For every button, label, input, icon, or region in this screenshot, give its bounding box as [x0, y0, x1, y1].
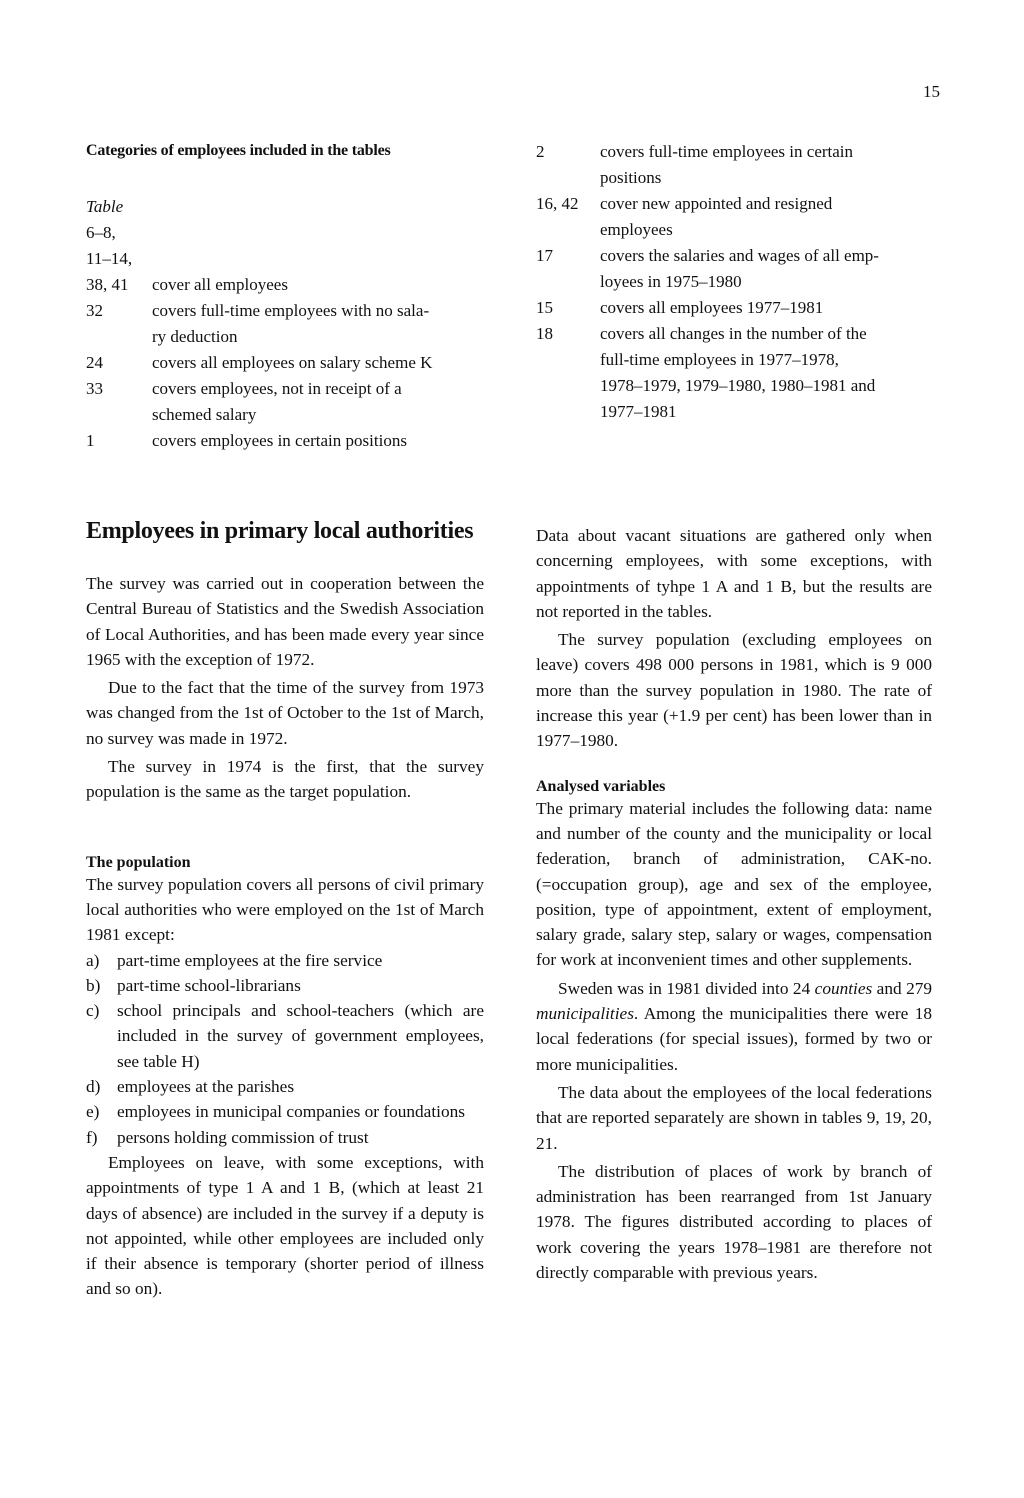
- row-key: Table: [86, 197, 124, 216]
- right-column-text: [536, 523, 932, 1285]
- employees-section: [86, 518, 484, 1302]
- row-text: employees: [600, 220, 673, 239]
- list-marker: f): [86, 1127, 98, 1147]
- row-text: covers all employees on salary scheme K: [152, 353, 433, 372]
- paragraph: The distribution of places of work by branch of administration has been rearranged from 1st January 1978. The figures distributed according to places of work covering the years 1978–1981 are therefore not directly comparable with previous years.: [536, 1161, 932, 1283]
- row-key: [536, 217, 600, 243]
- row-text: [152, 246, 484, 272]
- paragraph: Due to the fact that the time of the survey from 1973 was changed from the 1st of October to the 1st of March, no survey was made in 1972.: [86, 678, 484, 748]
- list-item: [86, 998, 484, 1074]
- table-row: [536, 269, 932, 295]
- paragraph: Data about vacant situations are gathered only when concerning employees, with some exceptions, with appointments of tyhpe 1 A and 1 B, but the results are not reported in the tables.: [536, 526, 932, 621]
- list-text: school principals and school-teachers (which are included in the survey of government employees, see table H): [117, 1001, 484, 1071]
- row-text: 1978–1979, 1979–1980, 1980–1981 and: [600, 376, 876, 395]
- table-row: [86, 194, 484, 220]
- categories-right-table: [536, 139, 932, 425]
- list-marker: a): [86, 950, 100, 970]
- section-heading: Employees in primary local authorities: [86, 518, 474, 544]
- paragraph: The survey was carried out in cooperation between the Central Bureau of Statistics and the Swedish Association of Local Authorities, and has been made every year since 1965 with the exception of 1972.: [86, 574, 484, 669]
- table-row: [536, 139, 932, 165]
- text-run: Sweden was in 1981 divided into 24: [558, 978, 815, 998]
- row-text: covers all changes in the number of the: [600, 324, 867, 343]
- row-text: cover new appointed and resigned: [600, 194, 833, 213]
- exception-list: [86, 948, 484, 1150]
- row-text: positions: [600, 168, 662, 187]
- row-key: 24: [86, 353, 103, 372]
- row-text: full-time employees in 1977–1978,: [600, 350, 839, 369]
- text-run: . Among the municipalities there were 18 local federations (for special issues), formed by two or more municipalities.: [536, 1004, 932, 1074]
- list-item: [86, 1125, 484, 1150]
- row-key: 6–8,: [86, 223, 116, 242]
- row-text: covers full-time employees in certain: [600, 142, 854, 161]
- row-key: [536, 399, 600, 425]
- table-row: [536, 321, 932, 347]
- list-marker: e): [86, 1102, 100, 1122]
- table-row: [86, 324, 484, 350]
- paragraph: The data about the employees of the local federations that are reported separately are shown in tables 9, 19, 20, 21.: [536, 1082, 932, 1153]
- row-key: 2: [536, 142, 545, 161]
- row-key: [536, 347, 600, 373]
- row-key: [86, 324, 152, 350]
- paragraph: The survey population (excluding employees on leave) covers 498 000 persons in 1981, which is 9 000 more than the survey population in 1980. The rate of increase this year (+1.9 per cent) has been lower than in 1977–1980.: [536, 630, 932, 751]
- population-heading: The population: [86, 853, 191, 871]
- row-key: 33: [86, 379, 103, 398]
- row-text: covers employees in certain positions: [152, 431, 407, 450]
- list-item: [86, 973, 484, 998]
- table-row: [536, 347, 932, 373]
- row-key: 1: [86, 431, 95, 450]
- table-row: [86, 298, 484, 324]
- row-text: [152, 220, 484, 246]
- table-row: [86, 246, 484, 272]
- row-text: loyees in 1975–1980: [600, 272, 742, 291]
- list-item: [86, 1099, 484, 1124]
- row-text: covers full-time employees with no sala-: [152, 301, 430, 320]
- row-text: [152, 194, 484, 220]
- table-row: [536, 243, 932, 269]
- row-text: schemed salary: [152, 405, 257, 424]
- list-marker: c): [86, 1001, 100, 1021]
- categories-left-table: [86, 194, 484, 454]
- list-marker: d): [86, 1077, 101, 1097]
- table-row: [536, 217, 932, 243]
- list-text: part-time employees at the fire service: [117, 950, 383, 970]
- row-key: [536, 165, 600, 191]
- table-row: [86, 220, 484, 246]
- row-key: [536, 373, 600, 399]
- list-item: [86, 1074, 484, 1099]
- variables-heading: Analysed variables: [536, 777, 666, 795]
- categories-right-column: [536, 139, 932, 425]
- categories-left-column: [86, 142, 484, 454]
- row-text: covers employees, not in receipt of a: [152, 379, 402, 398]
- row-text: ry deduction: [152, 327, 238, 346]
- list-text: part-time school-librarians: [117, 975, 301, 995]
- row-key: 15: [536, 298, 553, 317]
- table-row: [536, 295, 932, 321]
- table-row: [536, 399, 932, 425]
- row-key: 16, 42: [536, 194, 579, 213]
- row-key: 11–14,: [86, 249, 133, 268]
- table-row: [86, 402, 484, 428]
- italic-term: municipalities: [536, 1004, 634, 1024]
- paragraph: The survey in 1974 is the first, that the survey population is the same as the target population.: [86, 757, 484, 802]
- table-row: [536, 373, 932, 399]
- list-text: employees at the parishes: [117, 1077, 295, 1097]
- row-key: 38, 41: [86, 275, 129, 294]
- paragraph: The primary material includes the following data: name and number of the county and the municipality or local federation, branch of administration, CAK-no. (=occupation group), age and sex of the employee, position, type of appointment, extent of employment, salary grade, salary step, salary or wages, compensation for work at inconvenient times and other supplements.: [536, 798, 932, 970]
- row-text: cover all employees: [152, 275, 288, 294]
- row-key: 18: [536, 324, 553, 343]
- table-row: [536, 191, 932, 217]
- table-row: [86, 272, 484, 298]
- row-text: 1977–1981: [600, 402, 677, 421]
- row-key: 32: [86, 301, 103, 320]
- list-text: employees in municipal companies or foundations: [117, 1102, 465, 1122]
- row-key: [86, 402, 152, 428]
- row-key: 17: [536, 246, 553, 265]
- categories-heading: Categories of employees included in the tables: [86, 142, 391, 159]
- text-run: and 279: [872, 978, 932, 998]
- list-text: persons holding commission of trust: [117, 1127, 369, 1147]
- row-text: covers the salaries and wages of all emp-: [600, 246, 879, 265]
- paragraph: Employees on leave, with some exceptions, with appointments of type 1 A and 1 B, (which at least 21 days of absence) are included in the survey if a deputy is not appointed, while other employees are included only if their absence is temporary (shorter period of illness and so on).: [86, 1152, 484, 1299]
- italic-term: counties: [814, 978, 873, 998]
- paragraph: The survey population covers all persons of civil primary local authorities who were employed on the 1st of March 1981 except:: [86, 874, 484, 945]
- page-number: 15: [923, 82, 940, 101]
- row-text: covers all employees 1977–1981: [600, 298, 824, 317]
- list-marker: b): [86, 975, 101, 995]
- table-row: [86, 350, 484, 376]
- table-row: [86, 376, 484, 402]
- list-item: [86, 948, 484, 973]
- table-row: [536, 165, 932, 191]
- table-row: [86, 428, 484, 454]
- row-key: [536, 269, 600, 295]
- paragraph: [536, 976, 932, 1077]
